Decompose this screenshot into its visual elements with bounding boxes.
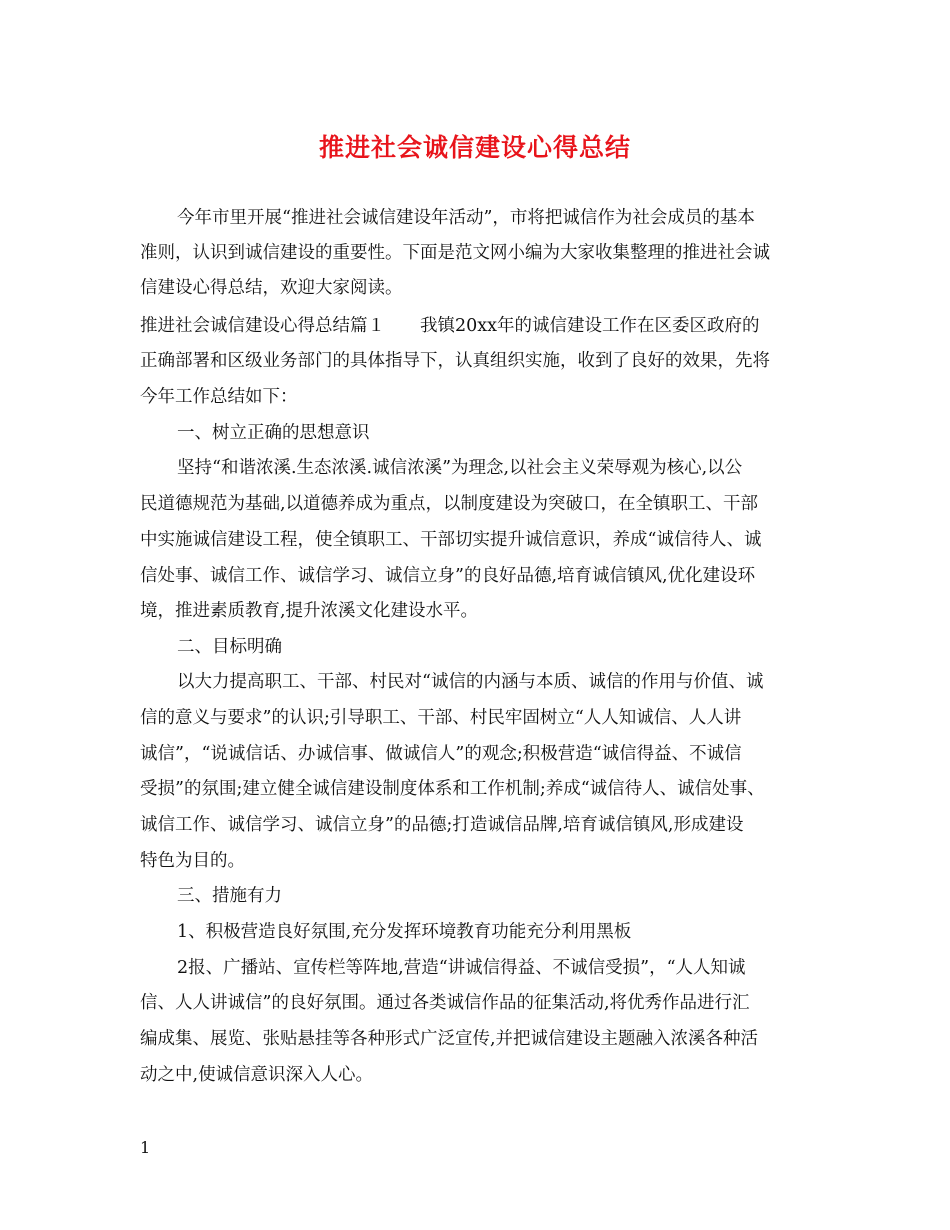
paragraph-line: 今年市里开展“推进社会诚信建设年活动”，市将把诚信作为社会成员的基本 — [177, 208, 755, 228]
paragraph-line: 编成集、展览、张贴悬挂等各种形式广泛宣传,并把诚信建设主题融入浓溪各种活 — [140, 1029, 759, 1049]
paragraph-line: 信、人人讲诚信”的良好氛围。通过各类诚信作品的征集活动,将优秀作品进行汇 — [140, 993, 750, 1013]
paragraph-line: 诚信”，“说诚信话、办诚信事、做诚信人”的观念;积极营造“诚信得益、不诚信 — [140, 744, 742, 764]
paragraph-line: 诚信工作、诚信学习、诚信立身”的品德;打造诚信品牌,培育诚信镇风,形成建设 — [140, 815, 744, 835]
paragraph-line: 中实施诚信建设工程，使全镇职工、干部切实提升诚信意识，养成“诚信待人、诚 — [140, 530, 762, 550]
paragraph-line: 推进社会诚信建设心得总结篇１ 我镇20xx年的诚信建设工作在区委区政府的 — [140, 316, 760, 336]
section-heading: 二、目标明确 — [177, 637, 282, 657]
paragraph-line: 受损”的氛围;建立健全诚信建设制度体系和工作机制;养成“诚信待人、诚信处事、 — [140, 779, 765, 799]
paragraph-line: 民道德规范为基础,以道德养成为重点，以制度建设为突破口，在全镇职工、干部 — [140, 494, 759, 514]
paragraph-line: 准则，认识到诚信建设的重要性。下面是范文网小编为大家收集整理的推进社会诚 — [140, 243, 770, 263]
page-number: 1 — [140, 1138, 151, 1157]
paragraph-line: 坚持“和谐浓溪.生态浓溪.诚信浓溪”为理念,以社会主义荣辱观为核心,以公 — [177, 458, 743, 478]
paragraph-line: 今年工作总结如下： — [140, 387, 298, 407]
paragraph-line: 以大力提高职工、干部、村民对“诚信的内涵与本质、诚信的作用与价值、诚 — [177, 672, 764, 692]
paragraph-line: 1、积极营造良好氛围,充分发挥环境教育功能充分利用黑板 — [177, 922, 632, 942]
paragraph-line: 信处事、诚信工作、诚信学习、诚信立身”的良好品德,培育诚信镇风,优化建设环 — [140, 566, 756, 586]
paragraph-line: 境，推进素质教育,提升浓溪文化建设水平。 — [140, 601, 479, 621]
section-heading: 一、树立正确的思想意识 — [177, 423, 370, 443]
paragraph-line: 2报、广播站、宣传栏等阵地,营造“讲诚信得益、不诚信受损”，“人人知诚 — [177, 958, 746, 978]
section-heading: 三、措施有力 — [177, 886, 282, 906]
paragraph-line: 特色为目的。 — [140, 851, 245, 871]
paragraph-line: 动之中,使诚信意识深入人心。 — [140, 1065, 374, 1085]
paragraph-line: 正确部署和区级业务部门的具体指导下，认真组织实施，收到了良好的效果，先将 — [140, 351, 770, 371]
document-title: 推进社会诚信建设心得总结 — [318, 133, 631, 162]
paragraph-line: 信建设心得总结，欢迎大家阅读。 — [140, 278, 403, 298]
paragraph-line: 信的意义与要求”的认识;引导职工、干部、村民牢固树立“人人知诚信、人人讲 — [140, 708, 742, 728]
